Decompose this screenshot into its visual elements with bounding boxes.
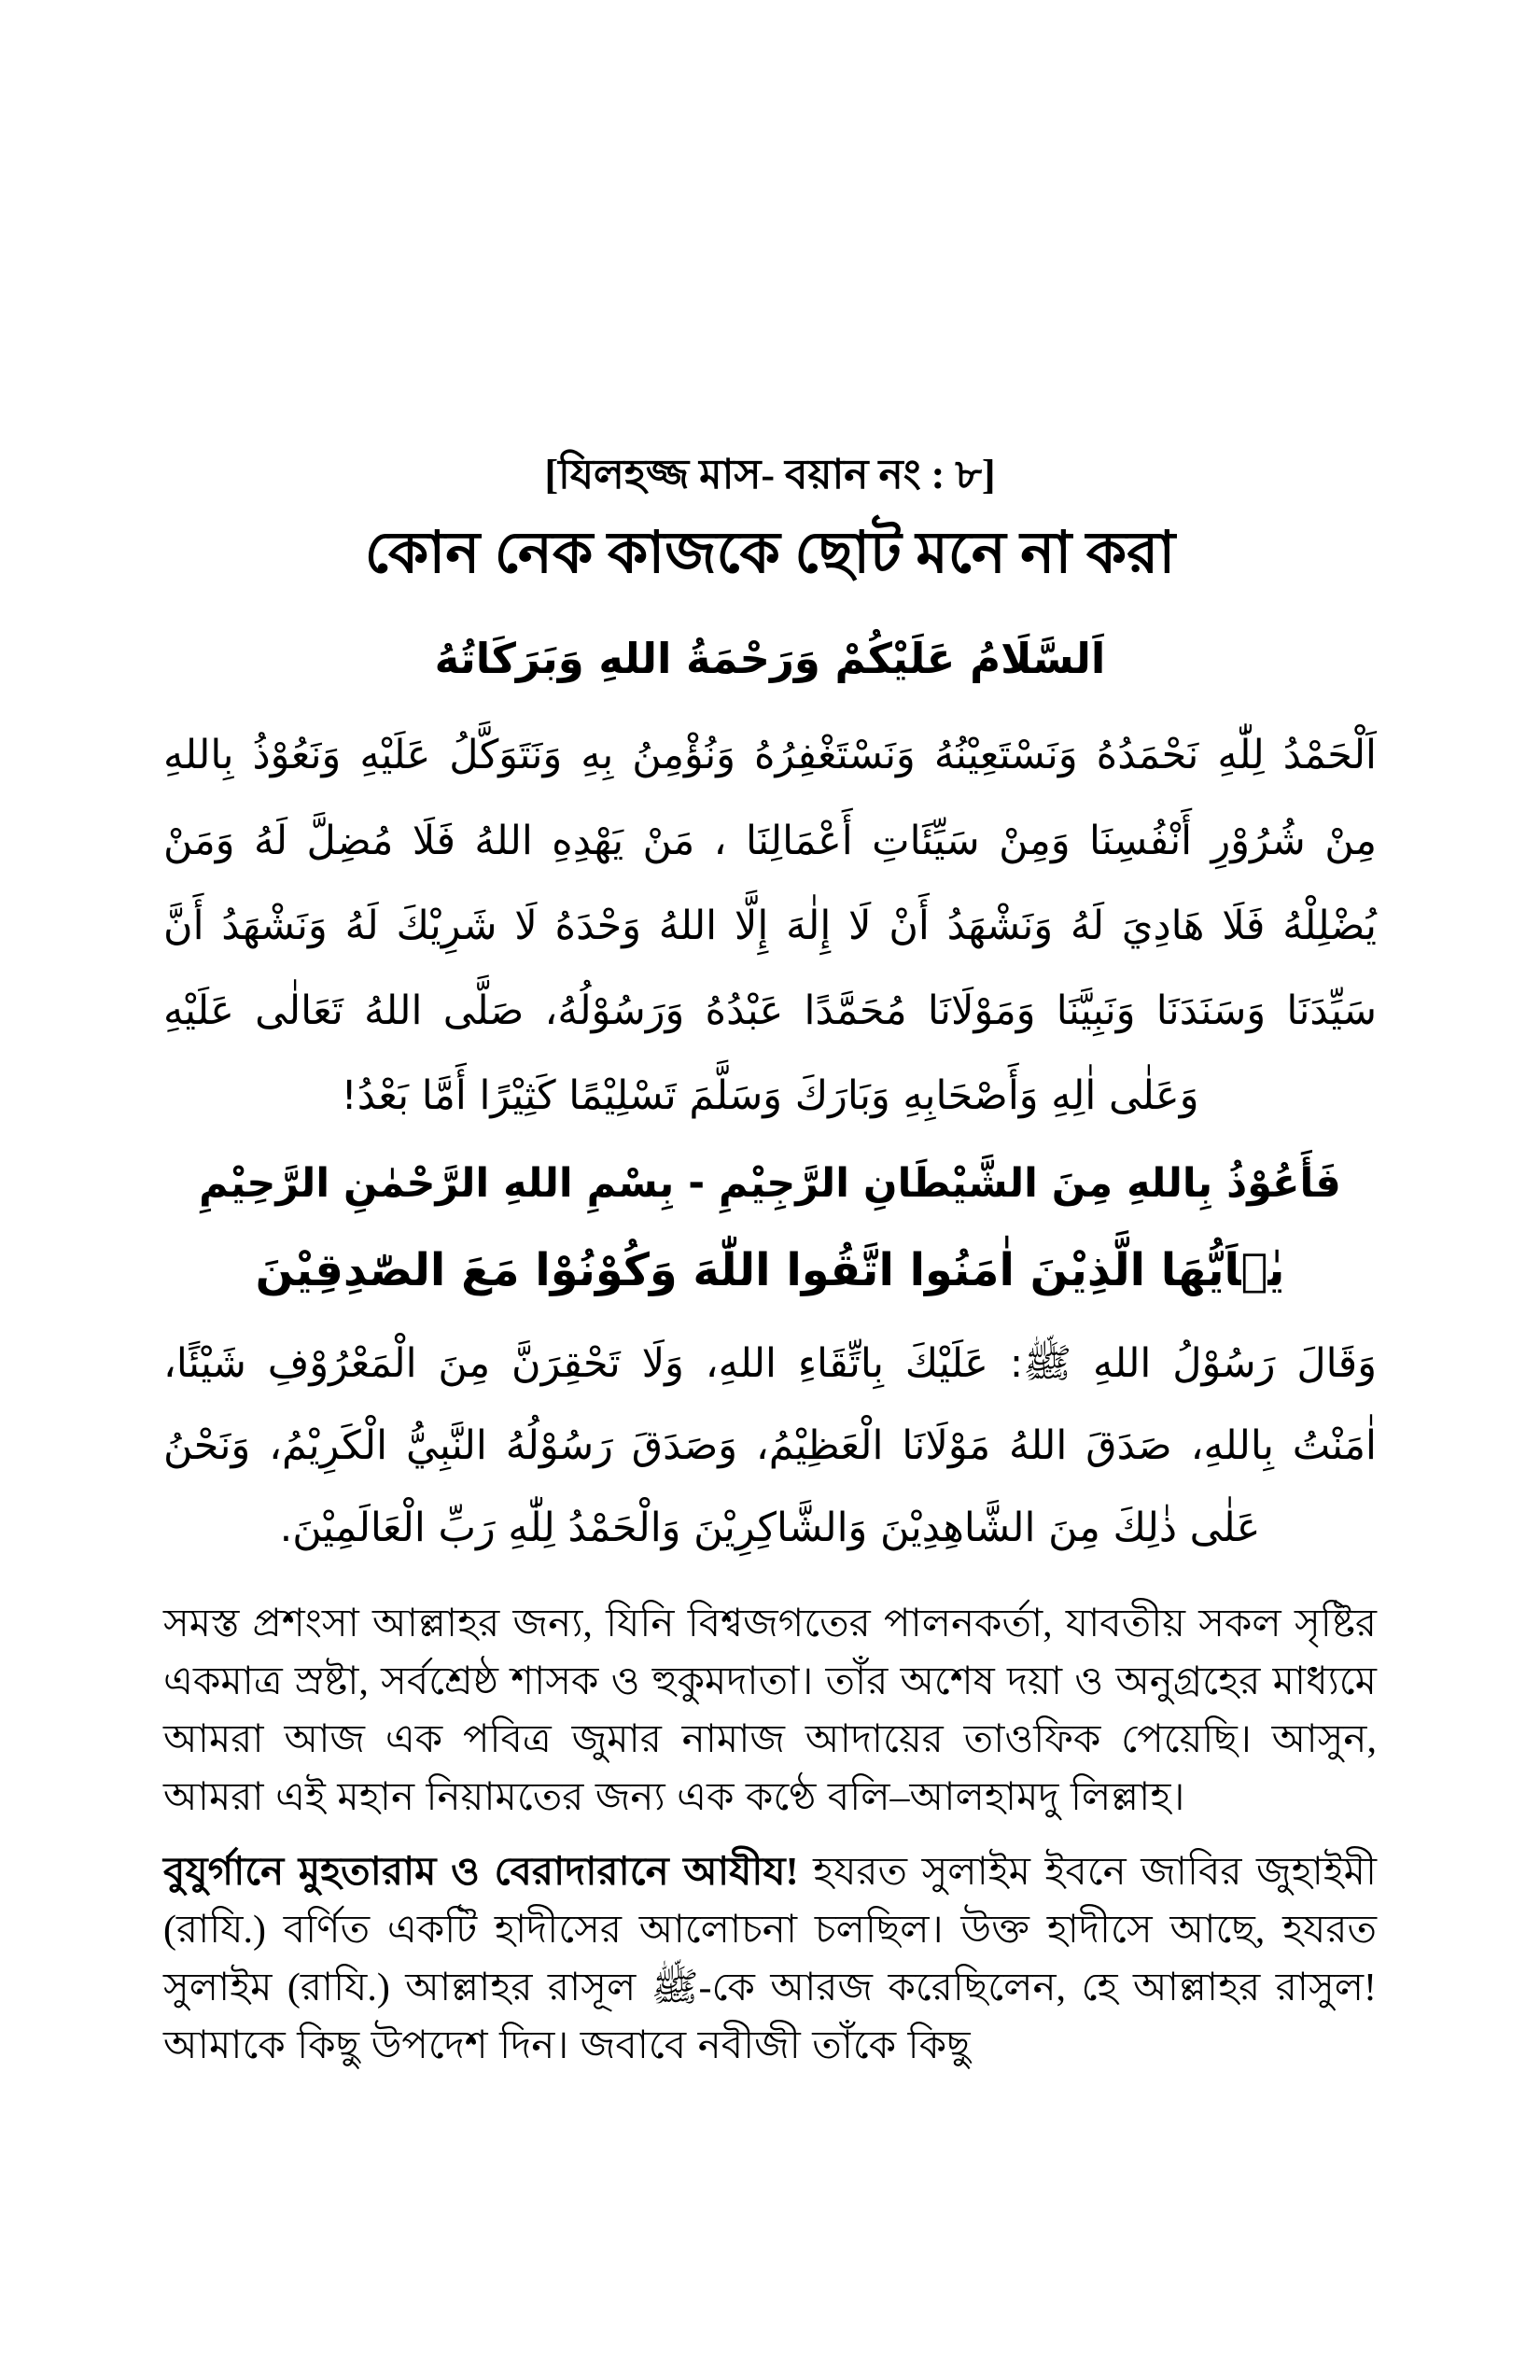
intro-praise-paragraph: সমস্ত প্রশংসা আল্লাহর জন্য, যিনি বিশ্বজগতের পালনকর্তা, যাবতীয় সকল সৃষ্টির একমাত্র স্রষ্টা, সর্বশ্রেষ্ঠ শাসক ও হুকুমদাতা। তাঁর অশেষ দয়া ও অনুগ্রহের মাধ্যমে আমরা আজ এক পবিত্র জুমার নামাজ আদায়ের তাওফিক পেয়েছি। আসুন, আমরা এই মহান নিয়ামতের জন্য এক কণ্ঠে বলি–আলহামদু লিল্লাহ। [163,1603,1377,1820]
salam-greeting-line: اَلسَّلَامُ عَلَيْكُمْ وَرَحْمَةُ اللهِ وَبَرَكَاتُهُ [434,633,1106,683]
taawwudh-bismillah-line: فَأَعُوْذُ بِاللهِ مِنَ الشَّيْطَانِ الرَّجِيْمِ - بِسْمِ اللهِ الرَّحْمٰنِ الرَّحِيْمِ [199,1160,1341,1208]
hadith-paragraph: وَقَالَ رَسُوْلُ اللهِ ﷺ: عَلَيْكَ بِاتِّقَاءِ اللهِ، وَلَا تَحْقِرَنَّ مِنَ الْمَعْرُوْفِ شَيْئًا، اٰمَنْتُ بِاللهِ، صَدَقَ اللهُ مَوْلَانَا الْعَظِيْمُ، وَصَدَقَ رَسُوْلُهُ النَّبِيُّ الْكَرِيْمُ، وَنَحْنُ عَلٰى ذٰلِكَ مِنَ الشَّاهِدِيْنَ وَالشَّاكِرِيْنَ وَالْحَمْدُ لِلّٰهِ رَبِّ الْعَالَمِيْنَ. [163,1340,1377,1552]
bayan-series-kicker: [যিলহজ্জ মাস- বয়ান নং : ৮] [544,452,996,497]
page-content [163,0,1377,2075]
khutbah-hamd-paragraph: اَلْحَمْدُ لِلّٰهِ نَحْمَدُهُ وَنَسْتَعِيْنُهُ وَنَسْتَغْفِرُهُ وَنُؤْمِنُ بِهِ وَنَتَوَكَّلُ عَلَيْهِ وَنَعُوْذُ بِاللهِ مِنْ شُرُوْرِ أَنْفُسِنَا وَمِنْ سَيِّئَاتِ أَعْمَالِنَا ، مَنْ يَهْدِهِ اللهُ فَلَا مُضِلَّ لَهُ وَمَنْ يُضْلِلْهُ فَلَا هَادِيَ لَهُ وَنَشْهَدُ أَنْ لَا إِلٰهَ إِلَّا اللهُ وَحْدَهُ لَا شَرِيْكَ لَهُ وَنَشْهَدُ أَنَّ سَيِّدَنَا وَسَنَدَنَا وَنَبِيَّنَا وَمَوْلَانَا مُحَمَّدًا عَبْدُهُ وَرَسُوْلُهُ، صَلَّى اللهُ تَعَالٰى عَلَيْهِ وَعَلٰى اٰلِهِ وَأَصْحَابِهِ وَبَارَكَ وَسَلَّمَ تَسْلِيْمًا كَثِيْرًا أَمَّا بَعْدُ! [163,732,1377,1120]
quran-verse-line: يٰۤاَيُّهَا الَّذِيْنَ اٰمَنُوا اتَّقُوا اللّٰهَ وَكُوْنُوْا مَعَ الصّٰدِقِيْنَ [255,1244,1285,1297]
address-paragraph [163,1843,1377,2075]
address-body-text: হযরত সুলাইম ইবনে জাবির জুহাইমী (রাযি.) বর্ণিত একটি হাদীসের আলোচনা চলছিল। উক্ত হাদীসে আছে, হযরত সুলাইম (রাযি.) আল্লাহর রাসূল ﷺ-কে আরজ করেছিলেন, হে আল্লাহর রাসুল! আমাকে কিছু উপদেশ দিন। জবাবে নবীজী তাঁকে কিছু [163,1851,1378,2068]
page-title: কোন নেক কাজকে ছোট মনে না করা [364,522,1176,586]
address-lead-bold: বুযুর্গানে মুহতারাম ও বেরাদারানে আযীয! [163,1851,799,1895]
